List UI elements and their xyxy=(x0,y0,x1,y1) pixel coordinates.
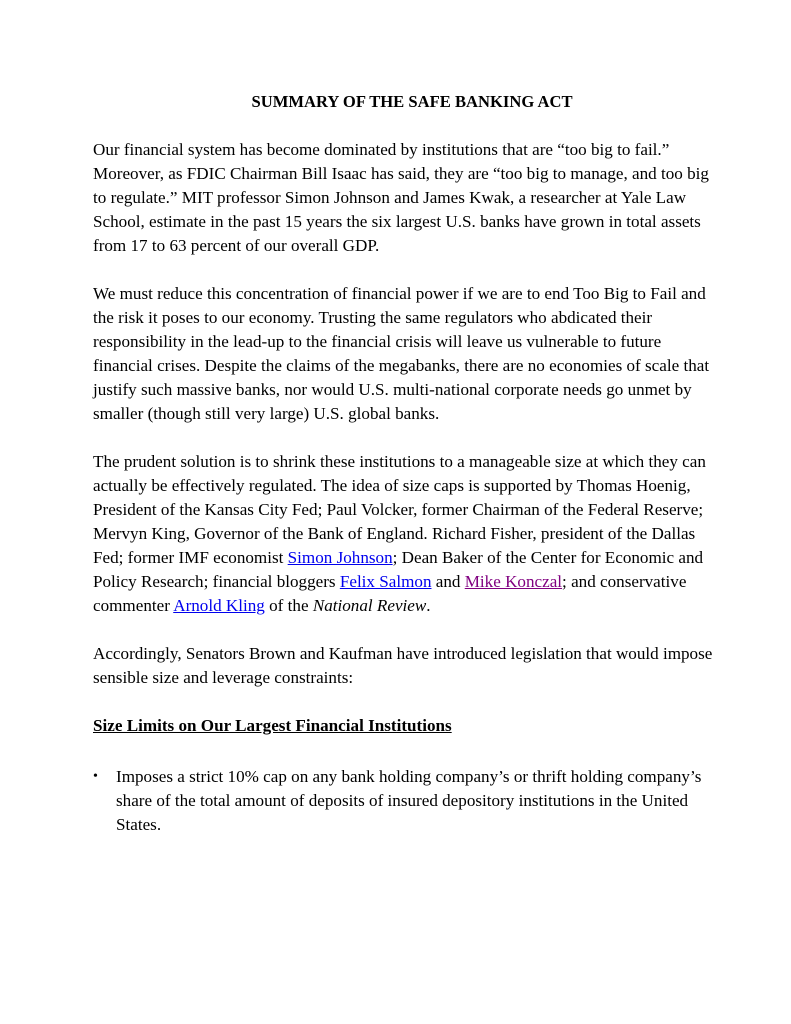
paragraph-solution-text-5: of the xyxy=(264,596,313,615)
link-felix-salmon[interactable]: Felix Salmon xyxy=(339,572,432,591)
bullet-list xyxy=(93,765,713,837)
paragraph-solution-text-6: . xyxy=(426,596,431,615)
paragraph-solution-text-2: ; Dean Baker of the Center for Economic and Policy Research; financial bloggers xyxy=(93,548,704,591)
paragraph-solution-text-1: The prudent solution is to shrink these institutions to a manageable size at which they can actually be effectively regulated. The idea of size caps is supported by Thomas Hoenig, President of the Kansas City Fed; Paul Volcker, former Chairman of the Federal Reserve; Mervyn King, Governor of the Bank of England. Richard Fisher, president of the Dallas Fed; former IMF economist xyxy=(93,452,706,567)
paragraph-solution-text-3: and xyxy=(431,572,465,591)
document-title: SUMMARY OF THE SAFE BANKING ACT xyxy=(251,92,573,111)
bullet-text: Imposes a strict 10% cap on any bank holding company’s or thrift holding company’s share of the total amount of deposits of insured depository institutions in the United States. xyxy=(116,767,702,834)
paragraph-intro: Our financial system has become dominated by institutions that are “too big to fail.” Moreover, as FDIC Chairman Bill Isaac has said, they are “too big to manage, and too big to regulate.” MIT professor Simon Johnson and James Kwak, a researcher at Yale Law School, estimate in the past 15 years the six largest U.S. banks have grown in total assets from 17 to 63 percent of our overall GDP. xyxy=(93,140,709,255)
paragraph-solution-text-4: ; and conservative commenter xyxy=(93,572,687,615)
section-heading-size-limits: Size Limits on Our Largest Financial Institutions xyxy=(93,716,452,735)
link-mike-konczal[interactable]: Mike Konczal xyxy=(464,572,563,591)
bullet-item xyxy=(93,765,713,837)
document-page xyxy=(93,92,713,837)
link-arnold-kling[interactable]: Arnold Kling xyxy=(173,596,265,615)
publication-name: National Review xyxy=(312,596,427,615)
paragraph-legislation: Accordingly, Senators Brown and Kaufman have introduced legislation that would impose sensible size and leverage constraints: xyxy=(93,644,713,687)
bullet-icon: • xyxy=(93,769,98,784)
paragraph-solution xyxy=(93,450,713,618)
link-simon-johnson[interactable]: Simon Johnson xyxy=(287,548,393,567)
paragraph-concentration: We must reduce this concentration of financial power if we are to end Too Big to Fail and the risk it poses to our economy. Trusting the same regulators who abdicated their responsibility in the lead-up to the financial crisis will leave us vulnerable to future financial crises. Despite the claims of the megabanks, there are no economies of scale that justify such massive banks, nor would U.S. multi-national corporate needs go unmet by smaller (though still very large) U.S. global banks. xyxy=(93,284,710,423)
